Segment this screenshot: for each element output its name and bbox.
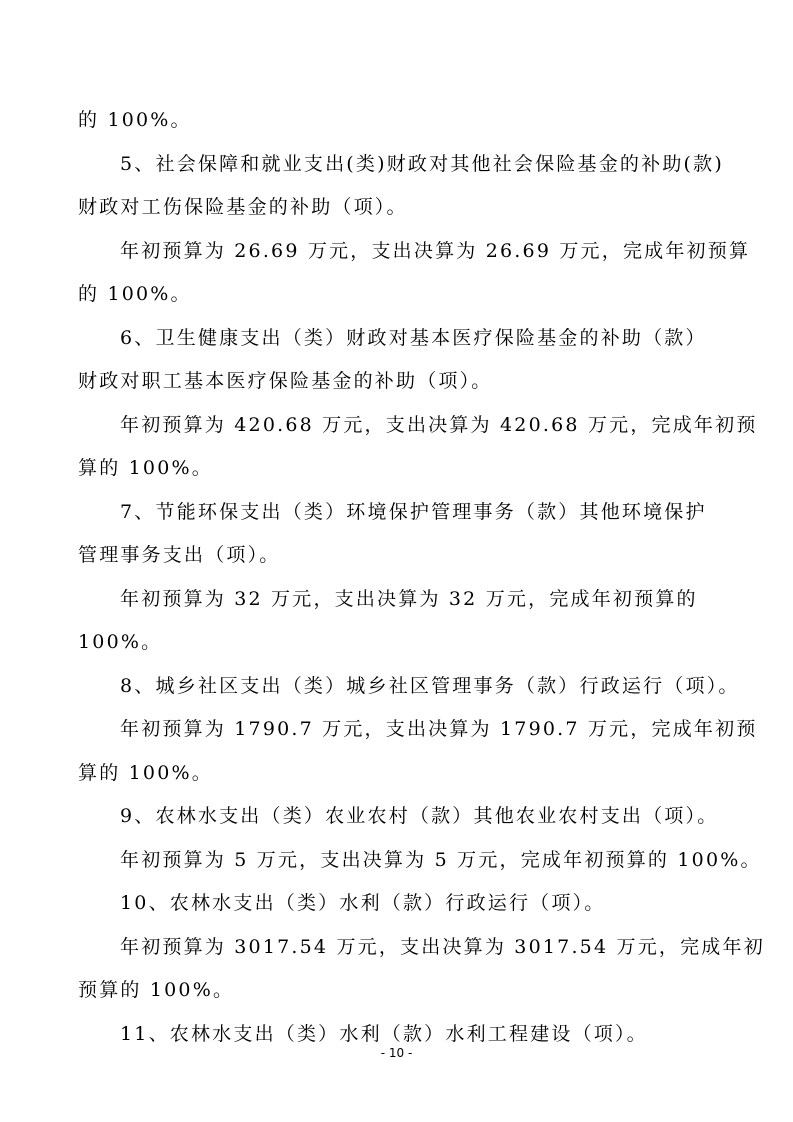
text-line-10: 7、节能环保支出（类）环境保护管理事务（款）其他环境保护 bbox=[120, 501, 707, 523]
text-line-8: 年初预算为 420.68 万元，支出决算为 420.68 万元，完成年初预 bbox=[120, 414, 758, 436]
text-line-6: 6、卫生健康支出（类）财政对基本医疗保险基金的补助（款） bbox=[120, 327, 707, 349]
text-line-7: 财政对职工基本医疗保险基金的补助（项）。 bbox=[78, 370, 493, 392]
text-line-5: 的 100%。 bbox=[78, 283, 192, 305]
text-line-13: 100%。 bbox=[78, 631, 163, 653]
text-line-21: 预算的 100%。 bbox=[78, 979, 235, 1001]
text-line-15: 年初预算为 1790.7 万元，支出决算为 1790.7 万元，完成年初预 bbox=[120, 718, 758, 740]
text-line-9: 算的 100%。 bbox=[78, 457, 213, 479]
text-line-17: 9、农林水支出（类）农业农村（款）其他农业农村支出（项）。 bbox=[120, 805, 719, 827]
text-line-1: 的 100%。 bbox=[78, 109, 192, 131]
text-line-19: 10、农林水支出（类）水利（款）行政运行（项）。 bbox=[120, 892, 606, 914]
text-line-20: 年初预算为 3017.54 万元，支出决算为 3017.54 万元，完成年初 bbox=[120, 936, 765, 958]
text-line-22: 11、农林水支出（类）水利（款）水利工程建设（项）。 bbox=[120, 1023, 648, 1045]
text-line-4: 年初预算为 26.69 万元，支出决算为 26.69 万元，完成年初预算 bbox=[120, 240, 751, 262]
text-line-3: 财政对工伤保险基金的补助（项）。 bbox=[78, 196, 408, 218]
text-line-2: 5、社会保障和就业支出(类)财政对其他社会保险基金的补助(款) bbox=[120, 153, 724, 175]
page-number: - 10 - bbox=[380, 1046, 413, 1060]
text-line-14: 8、城乡社区支出（类）城乡社区管理事务（款）行政运行（项）。 bbox=[120, 675, 740, 697]
text-line-18: 年初预算为 5 万元，支出决算为 5 万元，完成年初预算的 100%。 bbox=[120, 849, 762, 871]
text-line-12: 年初预算为 32 万元，支出决算为 32 万元，完成年初预算的 bbox=[120, 588, 698, 610]
text-line-16: 算的 100%。 bbox=[78, 762, 213, 784]
text-line-11: 管理事务支出（项）。 bbox=[78, 544, 281, 566]
